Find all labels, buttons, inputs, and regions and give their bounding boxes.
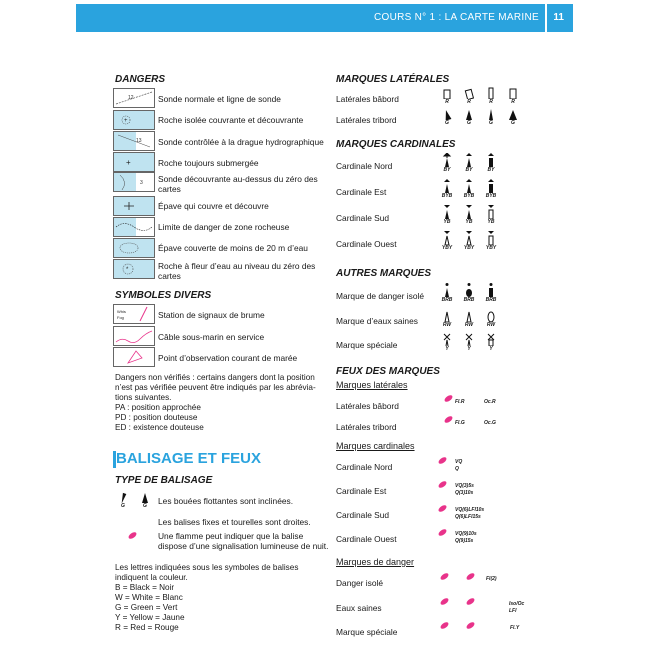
buoy-color-label: BY: [465, 167, 473, 173]
light-code: VQ(3)5s: [455, 483, 474, 489]
feu-row-label: Cardinale Nord: [336, 462, 393, 472]
feux-heading: FEUX DES MARQUES: [336, 366, 440, 377]
feux-danger-subheading: Marques de danger: [336, 557, 415, 567]
courant-maree-symbol: [113, 347, 155, 367]
buoy-color-label: YB: [487, 219, 495, 225]
light-code: Oc.G: [484, 420, 496, 426]
buoy-color-label: G: [489, 120, 493, 126]
buoy-color-label: BRB: [441, 297, 453, 303]
buoy-color-label: BYB: [485, 193, 497, 199]
svg-text:Whis: Whis: [117, 309, 126, 314]
marque-row-label: Marque spéciale: [336, 340, 398, 350]
balisage-item: dispose d’une signalisation lumineuse de nuit.: [158, 541, 329, 551]
svg-text:+: +: [126, 158, 131, 167]
buoy-color-label: Y: [467, 346, 471, 352]
buoy-color-label: YBY: [441, 245, 453, 251]
light-code: FI.G: [455, 420, 465, 426]
eaux-saines-symbols: [440, 308, 506, 331]
balisage-item: Une flamme peut indiquer que la balise: [158, 531, 304, 541]
buoy-color-label: BRB: [463, 297, 475, 303]
note-line: PD : position douteuse: [115, 413, 198, 422]
lat-babord-symbols: [440, 87, 528, 108]
feu-row-label: Marque spéciale: [336, 627, 398, 637]
autres-marques-heading: AUTRES MARQUES: [336, 268, 432, 279]
light-code: VQ(9)10s: [455, 531, 477, 537]
cardinale-est-symbols: [440, 179, 506, 202]
header-bar: [76, 4, 573, 32]
symbole-item: Point d’observation courant de marée: [158, 353, 298, 363]
buoy-color-label: RW: [442, 322, 452, 328]
buoy-color-label: BYB: [441, 193, 453, 199]
feu-row-label: Cardinale Ouest: [336, 534, 397, 544]
buoy-color-label: BYB: [463, 193, 475, 199]
header-title: COURS N° 1 : LA CARTE MARINE: [373, 12, 539, 23]
flame-icon: [465, 621, 475, 630]
marque-row-label: Cardinale Est: [336, 187, 387, 197]
note-line: Dangers non vérifiés : certains dangers dont la position: [115, 373, 315, 382]
symboles-heading: SYMBOLES DIVERS: [115, 290, 212, 301]
symbole-item: Câble sous-marin en service: [158, 332, 265, 342]
color-legend-item: B = Black = Noir: [115, 583, 175, 592]
roche-fleur-eau-symbol: [113, 259, 155, 279]
sonde-decouvrante-symbol: [113, 172, 155, 192]
buoy-color-label: BY: [443, 167, 451, 173]
buoy-color-label: Y: [489, 346, 493, 352]
brume-symbol: [113, 304, 155, 324]
dangers-note: [115, 373, 316, 433]
buoy-color-label: BY: [487, 167, 495, 173]
danger-item: Sonde découvrante au-dessus du zéro des cartes: [158, 174, 318, 194]
flame-icon: [439, 621, 449, 630]
dangers-heading: DANGERS: [115, 74, 166, 85]
flame-icon: [127, 531, 137, 540]
type-balisage-heading: TYPE DE BALISAGE: [115, 475, 213, 486]
marque-row-label: Cardinale Ouest: [336, 239, 397, 249]
note-line: PA : position approchée: [115, 403, 201, 412]
buoy-color-label: RW: [486, 322, 496, 328]
feu-row-label: Latérales bâbord: [336, 401, 399, 411]
svg-text:Fog: Fog: [117, 315, 124, 320]
light-code: LFl: [509, 608, 517, 614]
cable-symbol: [113, 326, 155, 346]
danger-item: Épave qui couvre et découvre: [158, 201, 269, 211]
buoy-color-label: R: [445, 99, 449, 105]
couleurs-note: [115, 563, 298, 633]
limite-danger-symbol: [113, 217, 155, 237]
marques-cardinales-heading: MARQUES CARDINALES: [336, 139, 456, 150]
feu-row-label: Danger isolé: [336, 578, 384, 588]
buoy-color-label: YB: [465, 219, 473, 225]
danger-item: Sonde contrôlée à la drague hydrographique: [158, 137, 324, 147]
lat-tribord-symbols: [440, 108, 528, 129]
buoy-color-label: YB: [443, 219, 451, 225]
epave-couverte-symbol: [113, 238, 155, 258]
light-code: VQ(6)LFI10s: [455, 507, 485, 513]
buoy-color-label: G: [467, 120, 471, 126]
light-code: Oc.R: [484, 399, 496, 405]
danger-isole-symbols: [440, 283, 506, 306]
buoy-color-label: YBY: [463, 245, 475, 251]
feu-row-label: Eaux saines: [336, 603, 382, 613]
sonde-symbol: [113, 88, 155, 108]
flame-icon: [439, 572, 449, 581]
light-code: FI.R: [455, 399, 465, 405]
marque-row-label: Latérales bâbord: [336, 94, 399, 104]
danger-item: Roche toujours submergée: [158, 158, 259, 168]
color-legend-item: Y = Yellow = Jaune: [115, 613, 185, 622]
note-line: indiquent la couleur.: [115, 573, 188, 582]
flame-icon: [443, 415, 453, 424]
feu-row-label: Latérales tribord: [336, 422, 397, 432]
danger-item: Limite de danger de zone rocheuse: [158, 222, 290, 232]
note-line: ED : existence douteuse: [115, 423, 204, 432]
svg-text:3: 3: [140, 180, 143, 186]
flame-icon: [439, 597, 449, 606]
svg-text:+: +: [124, 118, 128, 124]
buoy-color-label: RW: [464, 322, 474, 328]
roche-isolee-symbol: [113, 110, 155, 130]
danger-item: Sonde normale et ligne de sonde: [158, 94, 281, 104]
svg-text:13: 13: [136, 138, 142, 144]
svg-text:12: 12: [128, 95, 134, 101]
balisage-item: Les balises fixes et tourelles sont droites.: [158, 517, 311, 527]
danger-item: Roche à fleur d’eau au niveau du zéro des cartes: [158, 261, 316, 281]
buoy-color-label: G: [121, 503, 125, 509]
note-line: Les lettres indiquées sous les symboles de balises: [115, 563, 299, 572]
feu-row-label: Cardinale Est: [336, 486, 387, 496]
feux-laterales-subheading: Marques latérales: [336, 380, 408, 390]
marques-laterales-heading: MARQUES LATÉRALES: [336, 74, 450, 85]
balisage-heading: BALISAGE ET FEUX: [116, 450, 262, 467]
flame-icon: [437, 504, 447, 513]
buoy-color-label: BRB: [485, 297, 497, 303]
color-legend-item: R = Red = Rouge: [115, 623, 179, 632]
cardinale-sud-symbols: [440, 205, 506, 228]
note-line: n’est pas vérifiée peuvent être indiqués par les abrévia-: [115, 383, 316, 392]
light-code: Iso/Oc: [509, 601, 525, 607]
flame-icon: [437, 528, 447, 537]
flame-icon: [443, 394, 453, 403]
svg-text:*: *: [126, 267, 129, 273]
danger-item: Épave couverte de moins de 20 m d’eau: [158, 243, 308, 253]
feu-row-label: Cardinale Sud: [336, 510, 390, 520]
bouees-inclinees-symbol: [116, 491, 160, 512]
buoy-color-label: R: [489, 99, 493, 105]
flame-icon: [437, 456, 447, 465]
light-code: Q(9)15s: [455, 538, 474, 544]
buoy-color-label: G: [143, 503, 147, 509]
color-legend-item: G = Green = Vert: [115, 603, 178, 612]
buoy-color-label: G: [511, 120, 515, 126]
header-divider: [545, 4, 547, 32]
symbole-item: Station de signaux de brume: [158, 310, 265, 320]
buoy-color-label: R: [467, 99, 471, 105]
buoy-color-label: Y: [445, 346, 449, 352]
danger-item: Roche isolée couvrante et découvrante: [158, 115, 304, 125]
sonde-drague-symbol: [113, 131, 155, 151]
marque-speciale-symbols: [440, 332, 506, 355]
light-code: Q(6)LFI15s: [455, 514, 481, 520]
marque-row-label: Latérales tribord: [336, 115, 397, 125]
marque-row-label: Marque d’eaux saines: [336, 316, 418, 326]
marque-row-label: Marque de danger isolé: [336, 291, 424, 301]
light-code: Q: [455, 466, 459, 472]
roche-submergee-symbol: [113, 152, 155, 172]
balisage-item: Les bouées flottantes sont inclinées.: [158, 496, 294, 506]
buoy-color-label: YBY: [485, 245, 497, 251]
light-code: Fl.Y: [510, 625, 520, 631]
flame-icon: [465, 597, 475, 606]
light-code: Q(3)10s: [455, 490, 474, 496]
light-code: Fl(2): [486, 576, 497, 582]
flame-icon: [465, 572, 475, 581]
feux-cardinales-subheading: Marques cardinales: [336, 441, 415, 451]
cardinale-ouest-symbols: [440, 231, 506, 254]
light-code: VQ: [455, 459, 463, 465]
buoy-color-label: G: [445, 120, 449, 126]
marque-row-label: Cardinale Nord: [336, 161, 393, 171]
note-line: tions suivantes.: [115, 393, 172, 402]
epave-symbol: [113, 196, 155, 216]
cardinale-nord-symbols: [440, 153, 506, 176]
buoy-color-label: R: [511, 99, 515, 105]
marque-row-label: Cardinale Sud: [336, 213, 390, 223]
flame-icon: [437, 480, 447, 489]
color-legend-item: W = White = Blanc: [115, 593, 183, 602]
page-number: 11: [553, 12, 564, 23]
